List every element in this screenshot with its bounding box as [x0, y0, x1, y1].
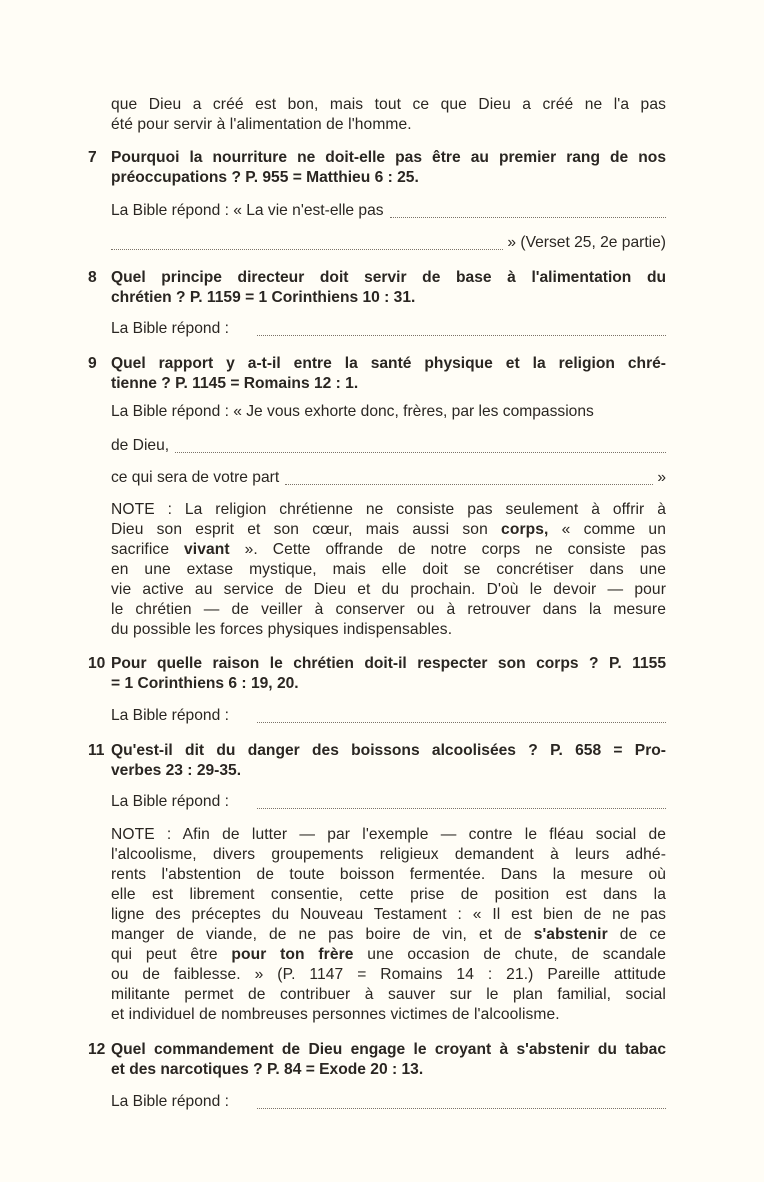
- text-line: du possible les forces physiques indispensables.: [111, 621, 453, 638]
- text-line: que Dieu a créé est bon, mais tout ce que Dieu a créé ne l'a pas: [111, 96, 666, 113]
- text-line: ligne des préceptes du Nouveau Testament : « Il est bien de ne pas: [111, 906, 666, 923]
- intro-paragraph: [111, 95, 666, 135]
- text-line: ou de faiblesse. » (P. 1147 = Romains 14 : 21.) Pareille attitude: [111, 966, 666, 983]
- answer-line: [111, 792, 666, 814]
- text-line: manger de viande, de ne pas boire de vin, et de s'abstenir de ce: [111, 926, 666, 943]
- note-paragraph: [111, 825, 666, 1025]
- answer-label: La Bible répond : « La vie n'est-elle pas: [111, 202, 384, 219]
- text-line: et des narcotiques ? P. 84 = Exode 20 : 13.: [111, 1061, 424, 1078]
- text-line: Quel rapport y a-t-il entre la santé physique et la religion chré-: [111, 355, 666, 372]
- text-line: Quel commandement de Dieu engage le croyant à s'abstenir du tabac: [111, 1041, 666, 1058]
- note-paragraph: [111, 500, 666, 640]
- question-text: [111, 654, 666, 694]
- text-line: rents l'abstention de toute boisson fermentée. Dans la mesure où: [111, 866, 666, 883]
- text-line: NOTE : La religion chrétienne ne consiste pas seulement à offrir à: [111, 501, 666, 518]
- answer-line: [111, 402, 666, 424]
- text-line: NOTE : Afin de lutter — par l'exemple — contre le fléau social de: [111, 826, 666, 843]
- answer-blank[interactable]: [111, 248, 503, 250]
- answer-label: La Bible répond :: [111, 793, 229, 810]
- answer-label: La Bible répond :: [111, 320, 229, 337]
- text-line: verbes 23 : 29-35.: [111, 762, 242, 779]
- question-number: 8: [88, 269, 97, 286]
- emphasis: vivant: [184, 541, 230, 558]
- text-line: qui peut être pour ton frère une occasion de chute, de scandale: [111, 946, 666, 963]
- text-line: été pour servir à l'alimentation de l'homme.: [111, 116, 412, 133]
- question-text: [111, 1040, 666, 1080]
- question-text: [111, 741, 666, 781]
- text-line: sacrifice vivant ». Cette offrande de notre corps ne consiste pas: [111, 541, 666, 558]
- answer-blank[interactable]: [390, 216, 666, 218]
- answer-line: [111, 436, 666, 458]
- text-line: chrétien ? P. 1159 = 1 Corinthiens 10 : 31.: [111, 289, 416, 306]
- answer-line: [111, 1092, 666, 1114]
- text-line: tienne ? P. 1145 = Romains 12 : 1.: [111, 375, 359, 392]
- text-line: Pourquoi la nourriture ne doit-elle pas être au premier rang de nos: [111, 149, 666, 166]
- text-line: Dieu son esprit et son cœur, mais aussi son corps, « comme un: [111, 521, 666, 538]
- answer-label: La Bible répond :: [111, 1093, 229, 1110]
- answer-label: ce qui sera de votre part: [111, 469, 280, 486]
- text-line: et individuel de nombreuses personnes victimes de l'alcoolisme.: [111, 1006, 560, 1023]
- text-line: vie active au service de Dieu et du prochain. D'où le devoir — pour: [111, 581, 666, 598]
- question-text: [111, 354, 666, 394]
- text-line: = 1 Corinthiens 6 : 19, 20.: [111, 675, 299, 692]
- text-line: Qu'est-il dit du danger des boissons alcoolisées ? P. 658 = Pro-: [111, 742, 666, 759]
- text-line: préoccupations ? P. 955 = Matthieu 6 : 25.: [111, 169, 419, 186]
- question-text: [111, 268, 666, 308]
- answer-line: [111, 201, 666, 223]
- question-number: 9: [88, 355, 97, 372]
- text-line: militante permet de contribuer à sauver sur le plan familial, social: [111, 986, 666, 1003]
- question-number: 10: [88, 655, 106, 672]
- answer-label: La Bible répond :: [111, 707, 229, 724]
- text-line: Quel principe directeur doit servir de base à l'alimentation du: [111, 269, 666, 286]
- emphasis: pour ton frère: [231, 946, 354, 963]
- answer-blank[interactable]: [175, 451, 666, 453]
- emphasis: corps,: [501, 521, 549, 538]
- answer-line: [111, 706, 666, 728]
- question-text: [111, 148, 666, 188]
- answer-blank[interactable]: [257, 807, 666, 809]
- text-line: en une extase mystique, mais elle doit se concrétiser dans une: [111, 561, 666, 578]
- answer-blank[interactable]: [285, 483, 653, 485]
- question-number: 12: [88, 1041, 106, 1058]
- text-line: Pour quelle raison le chrétien doit-il respecter son corps ? P. 1155: [111, 655, 666, 672]
- answer-label: de Dieu,: [111, 437, 170, 454]
- answer-blank[interactable]: [257, 334, 666, 336]
- answer-line: [111, 319, 666, 341]
- answer-label: La Bible répond : « Je vous exhorte donc, frères, par les compassions: [111, 403, 594, 420]
- question-number: 7: [88, 149, 97, 166]
- text-line: l'alcoolisme, divers groupements religieux demandent à leurs adhé-: [111, 846, 666, 863]
- question-number: 11: [88, 742, 105, 759]
- text-line: le chrétien — de veiller à conserver ou à retrouver dans la mesure: [111, 601, 666, 618]
- closing-quote: »: [657, 469, 666, 486]
- answer-line: [111, 468, 666, 490]
- emphasis: s'abstenir: [533, 926, 608, 943]
- answer-blank[interactable]: [257, 721, 666, 723]
- answer-blank[interactable]: [257, 1107, 666, 1109]
- verse-reference: » (Verset 25, 2e partie): [507, 234, 666, 251]
- text-line: elle est librement consentie, cette prise de position est dans la: [111, 886, 666, 903]
- answer-line: [111, 233, 666, 255]
